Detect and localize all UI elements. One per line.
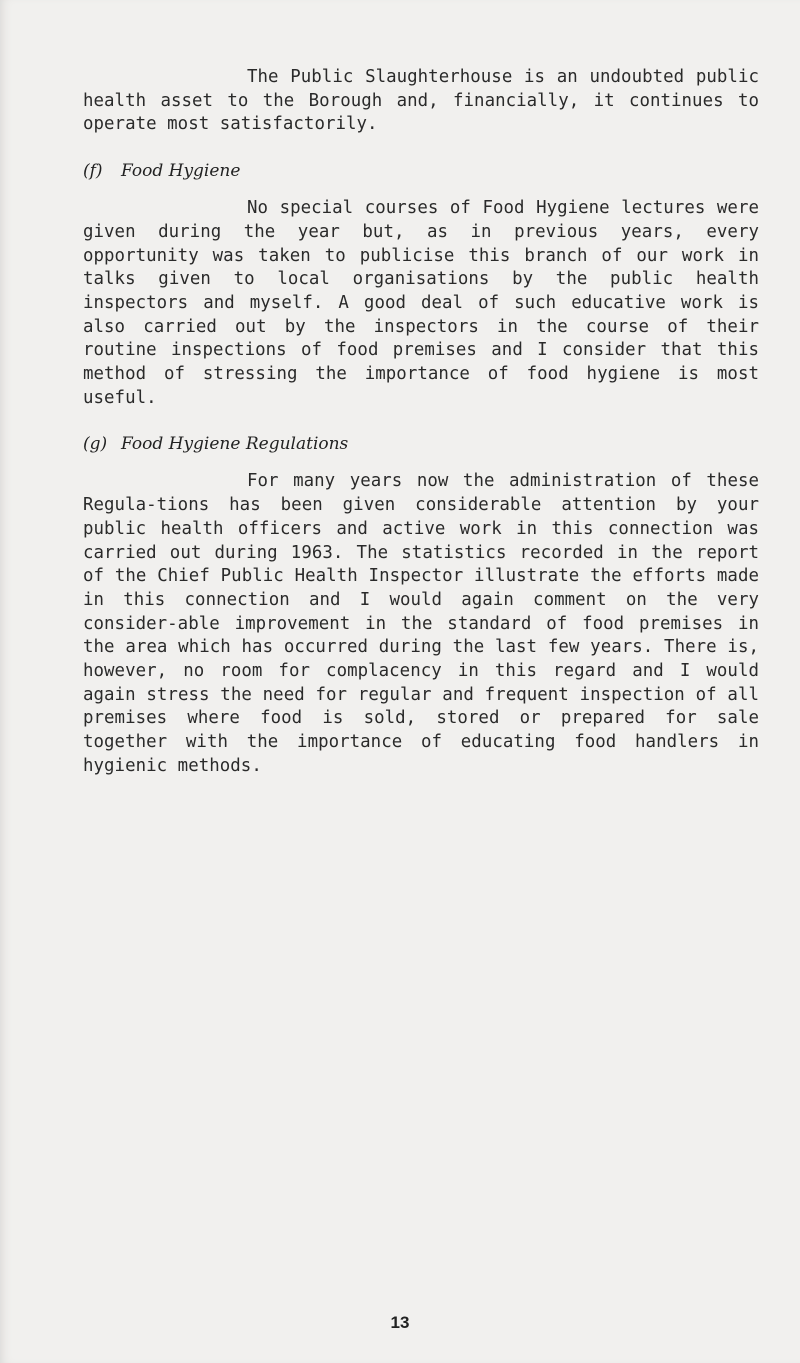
page-content <box>83 66 759 779</box>
section-heading-food-hygiene-regulations <box>83 434 759 454</box>
paragraph-slaughterhouse: The Public Slaughterhouse is an undoubted public health asset to the Borough and, financially, it continues to operate most satisfactorily. <box>83 67 759 135</box>
section-title: Food Hygiene Regulations <box>121 434 349 455</box>
section-letter: (g) <box>83 434 108 455</box>
paragraph-food-hygiene-regulations: For many years now the administration of these Regula-tions has been given considerable attention by your public health officers and active work in this connection was carried out during 1963. The statistics recorded in the report of the Chief Public Health Inspector illustrate the efforts made in this connection and I would again comment on the very consider-able improvement in the standard of food premises in the area which has occurred during the last few years. There is, however, no room for complacency in this regard and I would again stress the need for regular and frequent inspection of all premises where food is sold, stored or prepared for sale together with the importance of educating food handlers in hygienic methods. <box>83 471 759 776</box>
section-heading-food-hygiene <box>83 161 759 181</box>
paragraph-food-hygiene: No special courses of Food Hygiene lectures were given during the year but, as in previous years, every opportunity was taken to publicise this branch of our work in talks given to local organisations by the public health inspectors and myself. A good deal of such educative work is also carried out by the inspectors in the course of their routine inspections of food premises and I consider that this method of stressing the importance of food hygiene is most useful. <box>83 198 759 408</box>
section-letter: (f) <box>83 161 103 182</box>
section-title: Food Hygiene <box>121 161 241 182</box>
page-number: 13 <box>390 1313 410 1332</box>
